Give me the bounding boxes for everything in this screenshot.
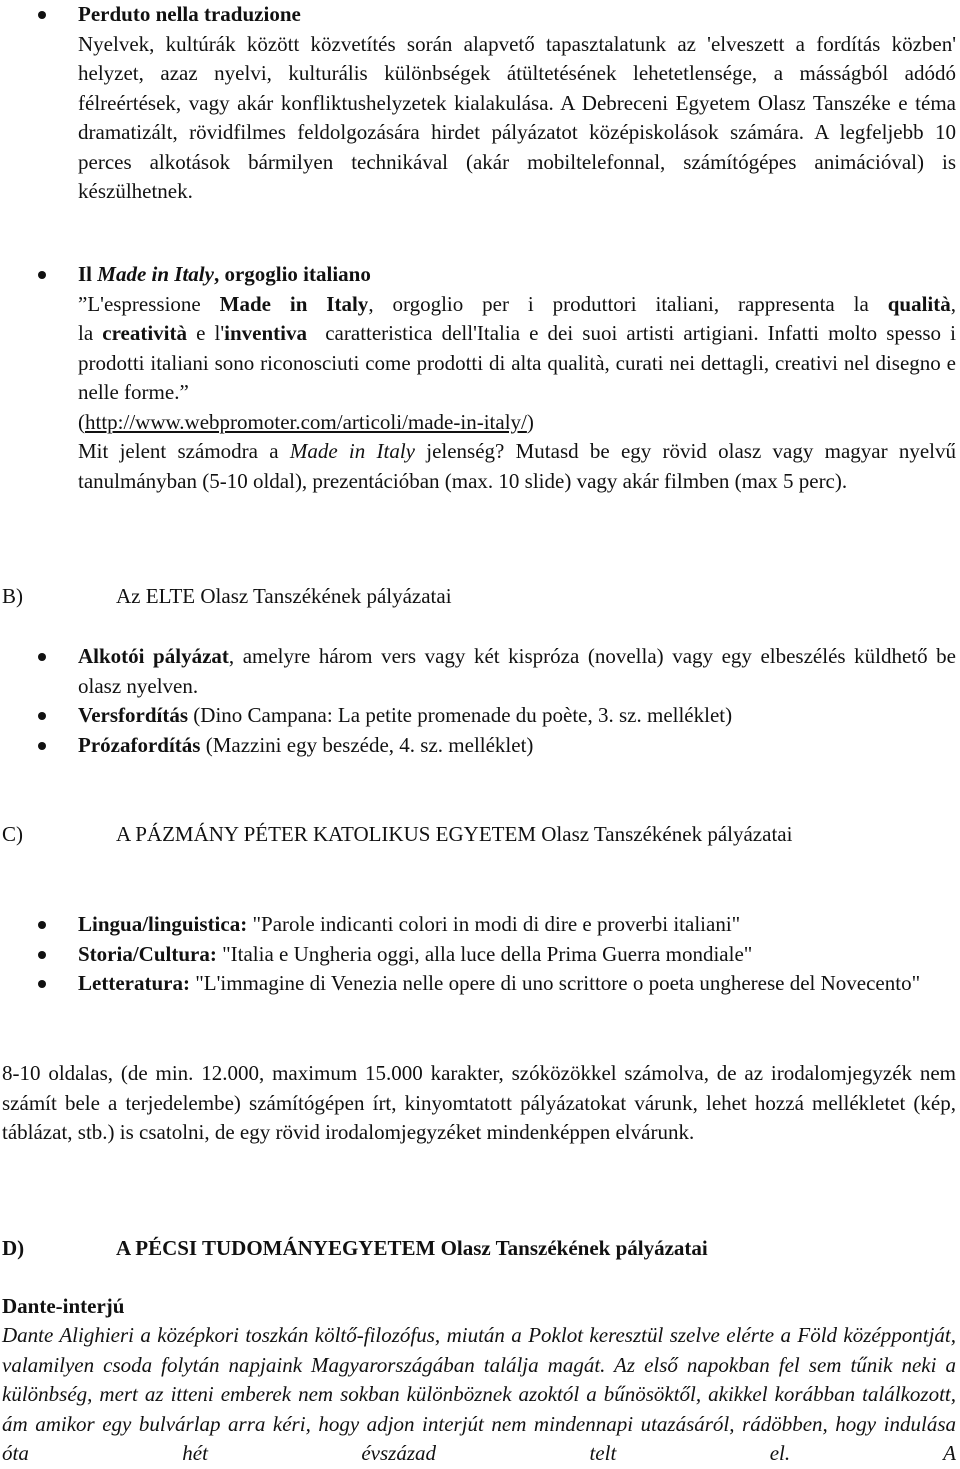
list-item: Prózafordítás (Mazzini egy beszéde, 4. sz. melléklet) xyxy=(0,731,960,761)
section-letter: B) xyxy=(2,584,23,608)
item-title: Perduto nella traduzione xyxy=(78,2,301,26)
list-item: Letteratura: "L'immagine di Venezia nelle opere di uno scrittore o poeta ungherese del Novecento" xyxy=(0,969,960,999)
section-title: A PÉCSI TUDOMÁNYEGYETEM Olasz Tanszékének pályázatai xyxy=(116,1236,708,1260)
section-c-heading xyxy=(0,820,960,880)
bullet-list-made-in-italy xyxy=(0,260,960,496)
section-d-body: Dante Alighieri a középkori toszkán költő-filozófus, miután a Poklot keresztül szelve elérte a Föld középpontját, valamilyen csoda folytán napjaink Magyarországában találja magát. Az első napokban fel sem tűnik neki a különbség, mert az itteni emberek nem sokban különböznek azoktól a bűnösöktől, akikkel korábban találkozott, ám amikor egy bulvárlap arra kéri, hogy adjon interjút nem mindennapi utazásáról, rádöbben, hogy indulása óta hét évszázad telt el. A xyxy=(2,1323,956,1465)
section-d-subheading: Dante-interjú xyxy=(2,1294,125,1318)
list-item: Storia/Cultura: "Italia e Ungheria oggi, alla luce della Prima Guerra mondiale" xyxy=(0,940,960,970)
section-letter: D) xyxy=(2,1236,25,1260)
section-c-note: 8-10 oldalas, (de min. 12.000, maximum 15.000 karakter, szóközökkel számolva, de az irodalomjegyzék nem számít bele a terjedelembe) számítógépen írt, kinyomtatott pályázatokat várunk, lehet hozzá mellékletet (kép, táblázat, stb.) is csatolni, de egy rövid irodalomjegyzéket mindenképpen elvárunk. xyxy=(2,1061,956,1144)
list-item: Alkotói pályázat, amelyre három vers vagy két kispróza (novella) vagy egy elbeszélés küldhető be olasz nyelven. xyxy=(0,642,960,701)
list-item-made-in-italy xyxy=(0,260,960,496)
section-title: A PÁZMÁNY PÉTER KATOLIKUS EGYETEM Olasz Tanszékének pályázatai xyxy=(116,822,793,846)
item-question: Mit jelent számodra a Made in Italy jelenség? Mutasd be egy rövid olasz vagy magyar nyelvű tanulmányban (5-10 oldal), prezentációban (max. 10 slide) vagy akár filmben (max 5 perc). xyxy=(78,439,957,493)
item-title: Il Made in Italy, orgoglio italiano xyxy=(78,262,371,286)
section-d-heading xyxy=(0,1234,960,1264)
bullet-list-section-b xyxy=(0,642,960,760)
list-item: Versfordítás (Dino Campana: La petite promenade du poète, 3. sz. melléklet) xyxy=(0,701,960,731)
bullet-list-section-c xyxy=(0,910,960,999)
list-item-perduto xyxy=(0,0,960,207)
item-body: Nyelvek, kultúrák között közvetítés során alapvető tapasztalatunk az 'elveszett a fordítás közben' helyzet, azaz nyelvi, kulturális különbségek átültetésének lehetetlensége, a másságból adódó félreértések, vagy akár konfliktushelyzetek kialakulása. A Debreceni Egyetem Olasz Tanszéke e téma dramatizált, rövidfilmes feldolgozására hirdet pályázatot középiskolások számára. A legfeljebb 10 perces alkotások bármilyen technikával (akár mobiltelefonnal, számítógépes animációval) is készülhetnek. xyxy=(78,31,956,203)
list-item: Lingua/linguistica: "Parole indicanti colori in modi di dire e proverbi italiani" xyxy=(0,910,960,940)
section-letter: C) xyxy=(2,822,23,846)
source-link-line: (http://www.webpromoter.com/articoli/made-in-italy/) xyxy=(78,409,534,434)
section-b-heading xyxy=(0,582,960,612)
item-paragraph: ”L'espressione Made in Italy, orgoglio per i produttori italiani, rappresenta la qualità, la creatività e l'inventiva caratteristica dell'Italia e dei suoi artisti artigiani. Infatti molto spesso i prodotti italiani sono riconosciuti come prodotti di alta qualità, curati nei dettagli, creativi nel disegno e nelle forme.” xyxy=(78,291,957,404)
section-title: Az ELTE Olasz Tanszékének pályázatai xyxy=(116,584,452,608)
bullet-list-perduto xyxy=(0,0,960,207)
source-link[interactable]: http://www.webpromoter.com/articoli/made-in-italy/ xyxy=(85,409,527,434)
